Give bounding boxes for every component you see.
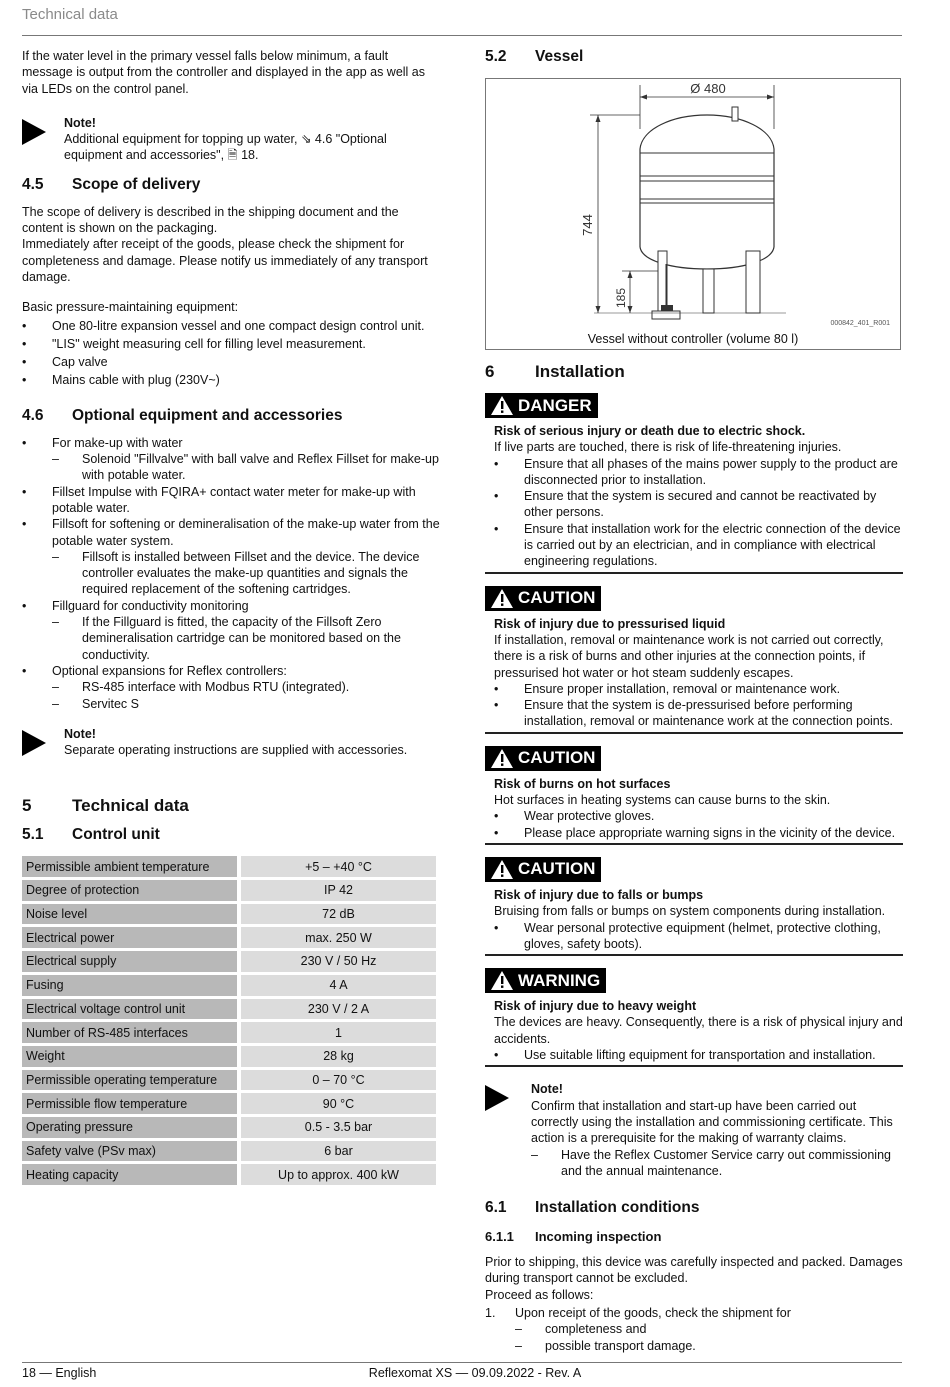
table-row <box>22 1117 436 1138</box>
section-number: 6.1.1 <box>485 1229 514 1245</box>
warning-notice <box>485 968 903 1067</box>
note-arrow-icon <box>22 726 64 759</box>
dimension-height-label: 744 <box>580 214 595 236</box>
inspection-paragraph: Prior to shipping, this device was carefully inspected and packed. Damages during transport cannot be excluded. <box>485 1255 903 1286</box>
table-row <box>22 904 436 925</box>
vessel-figure <box>485 78 901 350</box>
spec-value-cell: 6 bar <box>241 1141 436 1162</box>
note-title: Note! <box>64 726 96 741</box>
list-item <box>22 663 440 712</box>
badge-label: WARNING <box>518 970 601 990</box>
table-row <box>22 999 436 1020</box>
note-text: Confirm that installation and start-up have been carried out correctly using the installation and commissioning certificate. This action is a prerequisite for the making of warranty claims. <box>531 1098 893 1146</box>
caution-notice <box>485 857 903 956</box>
list-item: • "LIS" weight measuring cell for filling level measurement. <box>22 336 440 352</box>
spec-label-cell: Safety valve (PSv max) <box>22 1141 237 1162</box>
sub-list-item: – Solenoid "Fillvalve" with ball valve and Reflex Fillset for make-up with potable water. <box>52 451 440 484</box>
accessories-list <box>22 435 440 712</box>
step-number: 1. <box>485 1305 496 1320</box>
section-title: Technical data <box>72 796 189 816</box>
sub-list-item: – RS-485 interface with Modbus RTU (integrated). <box>52 679 440 695</box>
danger-notice <box>485 393 903 574</box>
spec-label-cell: Electrical power <box>22 927 237 948</box>
list-item: • Ensure that installation work for the electric connection of the device is carried out by an electrician, and in compliance with electrical engineering regulations. <box>494 521 903 570</box>
section-title: Vessel <box>535 48 584 65</box>
step-text: Upon receipt of the goods, check the shipment for <box>515 1305 791 1320</box>
spec-label-cell: Noise level <box>22 904 237 925</box>
delivery-list <box>22 318 440 389</box>
table-row <box>22 1164 436 1185</box>
caution-notice <box>485 746 903 845</box>
spec-value-cell: IP 42 <box>241 880 436 901</box>
section-heading-6-1 <box>485 1199 903 1217</box>
list-item: • Ensure proper installation, removal or maintenance work. <box>494 681 903 697</box>
inspection-paragraph: Proceed as follows: <box>485 1287 594 1302</box>
badge-label: DANGER <box>518 395 592 415</box>
list-item: • Cap valve <box>22 354 440 370</box>
caution-notice <box>485 586 903 734</box>
note-arrow-icon <box>485 1081 531 1179</box>
spec-value-cell: +5 – +40 °C <box>241 856 436 877</box>
list-item-text: For make-up with water <box>52 435 183 450</box>
spec-label-cell: Fusing <box>22 975 237 996</box>
section-number: 6.1 <box>485 1199 507 1217</box>
section-title: Incoming inspection <box>535 1229 662 1245</box>
spec-value-cell: 90 °C <box>241 1093 436 1114</box>
spec-value-cell: 230 V / 50 Hz <box>241 951 436 972</box>
section-heading-5-1 <box>22 826 440 844</box>
warning-triangle-icon <box>491 589 513 608</box>
warning-title: Risk of injury due to pressurised liquid <box>494 616 726 631</box>
note-title: Note! <box>64 115 96 130</box>
note-title: Note! <box>531 1082 563 1097</box>
right-column <box>485 48 903 1354</box>
sub-list-item: – If the Fillguard is fitted, the capacity of the Fillsoft Zero demineralisation cartridge can be monitored based on the conductivity. <box>52 614 440 663</box>
caution-badge <box>485 586 601 611</box>
section-title: Control unit <box>72 826 160 844</box>
spec-label-cell: Weight <box>22 1046 237 1067</box>
spec-label-cell: Degree of protection <box>22 880 237 901</box>
footer-page-number: 18 — English <box>22 1366 97 1380</box>
list-item: • One 80-litre expansion vessel and one compact design control unit. <box>22 318 440 334</box>
section-title: Optional equipment and accessories <box>72 406 343 424</box>
badge-label: CAUTION <box>518 859 596 879</box>
control-unit-spec-table <box>18 853 440 1188</box>
intro-paragraph: If the water level in the primary vessel falls below minimum, a fault message is output from the controller and displayed in the app as well as via LEDs on the control panel. <box>22 49 426 96</box>
section-title: Installation conditions <box>535 1199 700 1217</box>
sub-list-item: – Servitec S <box>52 696 440 712</box>
list-item: • Fillset Impulse with FQIRA+ contact water meter for make-up with potable water. <box>22 484 440 517</box>
list-item: • Wear protective gloves. <box>494 808 903 824</box>
table-row <box>22 856 436 877</box>
sub-list-item: – possible transport damage. <box>515 1338 903 1354</box>
table-row <box>22 927 436 948</box>
spec-label-cell: Number of RS-485 interfaces <box>22 1022 237 1043</box>
table-row <box>22 1022 436 1043</box>
spec-value-cell: 28 kg <box>241 1046 436 1067</box>
warning-text: If installation, removal or maintenance work is not carried out correctly, there is a risk of burns and other injuries at the connection points, if pressurised hot water or hot steam suddenly escapes. <box>494 632 884 680</box>
warning-title: Risk of injury due to falls or bumps <box>494 887 704 902</box>
section-number: 5.2 <box>485 48 507 65</box>
warning-badge <box>485 968 606 993</box>
note-arrow-icon <box>22 115 64 164</box>
badge-label: CAUTION <box>518 748 596 768</box>
section-number: 5.1 <box>22 826 44 844</box>
warning-title: Risk of burns on hot surfaces <box>494 776 671 791</box>
spec-value-cell: 1 <box>241 1022 436 1043</box>
caution-badge <box>485 857 601 882</box>
section-number: 4.5 <box>22 175 44 193</box>
danger-badge <box>485 393 598 418</box>
badge-label: CAUTION <box>518 588 596 608</box>
list-item <box>485 1305 903 1354</box>
sub-list-item: – Have the Reflex Customer Service carry out commissioning and the annual maintenance. <box>531 1147 903 1180</box>
section-heading-5 <box>22 796 440 816</box>
warning-triangle-icon <box>491 971 513 990</box>
table-row <box>22 951 436 972</box>
warning-list <box>494 456 903 570</box>
list-item: • Mains cable with plug (230V~) <box>22 372 440 388</box>
warning-text: Hot surfaces in heating systems can cause burns to the skin. <box>494 793 831 808</box>
warning-title: Risk of injury due to heavy weight <box>494 999 697 1014</box>
scope-paragraph: The scope of delivery is described in the shipping document and the content is shown on the packaging. <box>22 204 399 236</box>
spec-label-cell: Electrical voltage control unit <box>22 999 237 1020</box>
caution-badge <box>485 746 601 771</box>
spec-label-cell: Permissible flow temperature <box>22 1093 237 1114</box>
warning-list <box>494 681 903 730</box>
list-item: • Ensure that all phases of the mains power supply to the product are disconnected prior to installation. <box>494 456 903 489</box>
spec-label-cell: Permissible ambient temperature <box>22 856 237 877</box>
note-block <box>485 1081 903 1179</box>
section-number: 6 <box>485 362 495 381</box>
vessel-drawing <box>486 79 900 349</box>
section-heading-5-2 <box>485 48 903 66</box>
spec-value-cell: Up to approx. 400 kW <box>241 1164 436 1185</box>
list-item: • Ensure that the system is de-pressurised before performing installation, removal or maintenance work at the connection points. <box>494 697 903 730</box>
section-title: Installation <box>535 362 625 381</box>
table-row <box>22 975 436 996</box>
list-item: • Ensure that the system is secured and cannot be reactivated by other persons. <box>494 488 903 521</box>
list-item <box>22 516 440 597</box>
warning-title: Risk of serious injury or death due to electric shock. <box>494 424 806 438</box>
footer-rule <box>22 1362 902 1363</box>
scope-paragraph: Basic pressure-maintaining equipment: <box>22 300 239 315</box>
section-heading-6 <box>485 362 903 382</box>
sub-list-item: – Fillsoft is installed between Fillset and the device. The device controller evaluates the make-up quantities and signals the required replacement of the softening cartridges. <box>52 549 440 598</box>
warning-triangle-icon <box>491 860 513 879</box>
warning-list <box>494 808 903 841</box>
running-header: Technical data <box>22 6 118 23</box>
dimension-width-label: Ø 480 <box>690 81 726 96</box>
warning-text: Bruising from falls or bumps on system components during installation. <box>494 904 886 919</box>
spec-value-cell: 4 A <box>241 975 436 996</box>
table-row <box>22 880 436 901</box>
header-rule <box>22 35 902 36</box>
spec-label-cell: Permissible operating temperature <box>22 1070 237 1091</box>
table-row <box>22 1070 436 1091</box>
section-heading-6-1-1 <box>485 1229 903 1244</box>
list-item-text: Fillsoft for softening or demineralisation of the make-up water from the potable water system. <box>52 517 440 548</box>
spec-value-cell: 72 dB <box>241 904 436 925</box>
note-text: Separate operating instructions are supplied with accessories. <box>64 743 408 758</box>
list-item-text: Fillguard for conductivity monitoring <box>52 598 249 613</box>
spec-value-cell: max. 250 W <box>241 927 436 948</box>
footer-document-title: Reflexomat XS — 09.09.2022 - Rev. A <box>368 1366 582 1380</box>
warning-triangle-icon <box>491 749 513 768</box>
section-number: 4.6 <box>22 406 44 424</box>
list-item: • Wear personal protective equipment (helmet, protective clothing, gloves, safety boots). <box>494 920 903 953</box>
drawing-code: 000842_401_R001 <box>830 320 890 327</box>
list-item <box>22 598 440 663</box>
warning-triangle-icon <box>491 396 513 415</box>
list-item-text: Optional expansions for Reflex controllers: <box>52 663 287 678</box>
sub-list-item: – completeness and <box>515 1321 903 1337</box>
list-item: • Use suitable lifting equipment for transportation and installation. <box>494 1047 903 1063</box>
table-row <box>22 1046 436 1067</box>
spec-label-cell: Electrical supply <box>22 951 237 972</box>
left-column <box>22 48 440 1188</box>
warning-text: The devices are heavy. Consequently, there is a risk of physical injury and accidents. <box>494 1015 903 1046</box>
inspection-steps <box>485 1305 903 1354</box>
dimension-legs-label: 185 <box>614 287 628 309</box>
warning-list <box>494 1047 903 1063</box>
spec-value-cell: 230 V / 2 A <box>241 999 436 1020</box>
figure-caption: Vessel without controller (volume 80 l) <box>587 332 799 346</box>
note-block <box>22 115 440 164</box>
note-block <box>22 726 440 759</box>
section-heading-4-5 <box>22 176 440 194</box>
table-row <box>22 1093 436 1114</box>
section-title: Scope of delivery <box>72 175 201 193</box>
spec-label-cell: Heating capacity <box>22 1164 237 1185</box>
list-item <box>22 435 440 484</box>
spec-value-cell: 0.5 - 3.5 bar <box>241 1117 436 1138</box>
list-item: • Please place appropriate warning signs in the vicinity of the device. <box>494 825 903 841</box>
spec-label-cell: Operating pressure <box>22 1117 237 1138</box>
warning-text: If live parts are touched, there is risk of life-threatening injuries. <box>494 440 842 455</box>
table-row <box>22 1141 436 1162</box>
section-number: 5 <box>22 796 32 816</box>
section-heading-4-6 <box>22 407 440 425</box>
note-text: Additional equipment for topping up water, ⇘ 4.6 "Optional equipment and accessories", 🗎 18. <box>64 132 387 163</box>
spec-value-cell: 0 – 70 °C <box>241 1070 436 1091</box>
warning-list <box>494 920 903 953</box>
scope-paragraph: Immediately after receipt of the goods, please check the shipment for completeness and damage. Please notify us immediately of any transport damage. <box>22 237 428 284</box>
